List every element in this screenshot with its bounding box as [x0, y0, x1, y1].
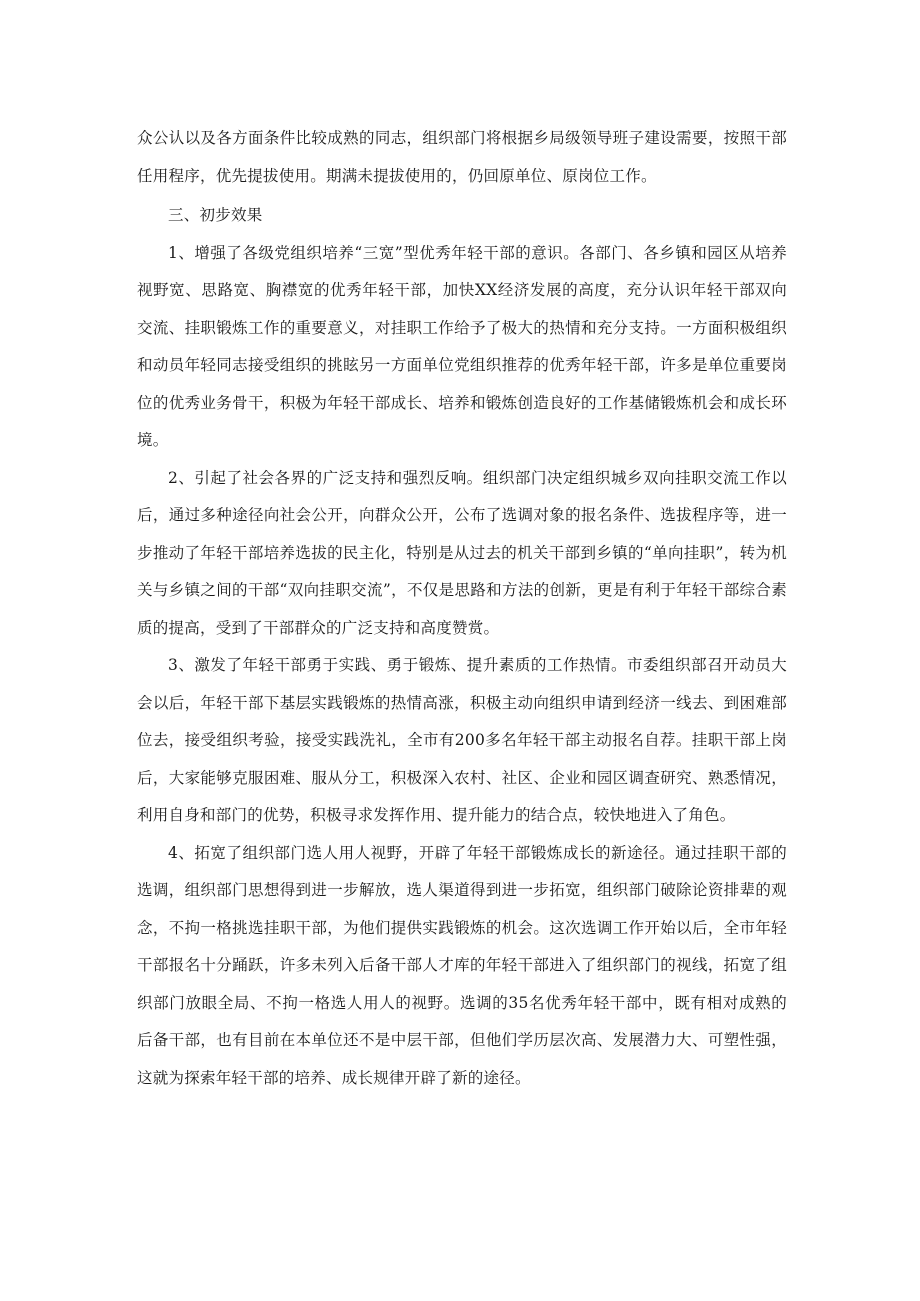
paragraph-point-3: 3、激发了年轻干部勇于实践、勇于锻炼、提升素质的工作热情。市委组织部召开动员大会以后，年轻干部下基层实践锻炼的热情高涨，积极主动向组织申请到经济一线去、到困难部位去，接受组织考验，接受实践洗礼，全市有200多名年轻干部主动报名自荐。挂职干部上岗后，大家能够克服困难、服从分工，积极深入农村、社区、企业和园区调查研究、熟悉情况，利用自身和部门的优势，积极寻求发挥作用、提升能力的结合点，较快地进入了角色。	[137, 656, 787, 824]
document-body	[137, 120, 787, 1097]
paragraph-point-2: 2、引起了社会各界的广泛支持和强烈反响。组织部门决定组织城乡双向挂职交流工作以后，通过多种途径向社会公开，向群众公开，公布了选调对象的报名条件、选拔程序等，进一步推动了年轻干部培养选拔的民主化，特别是从过去的机关干部到乡镇的“单向挂职”，转为机关与乡镇之间的干部“双向挂职交流”，不仅是思路和方法的创新，更是有利于年轻干部综合素质的提高，受到了干部群众的广泛支持和高度赞赏。	[137, 468, 787, 637]
paragraph-point-4: 4、拓宽了组织部门选人用人视野，开辟了年轻干部锻炼成长的新途径。通过挂职干部的选调，组织部门思想得到进一步解放，选人渠道得到进一步拓宽，组织部门破除论资排辈的观念，不拘一格挑选挂职干部，为他们提供实践锻炼的机会。这次选调工作开始以后，全市年轻干部报名十分踊跃，许多未列入后备干部人才库的年轻干部进入了组织部门的视线，拓宽了组织部门放眼全局、不拘一格选人用人的视野。选调的35名优秀年轻干部中，既有相对成熟的后备干部，也有目前在本单位还不是中层干部，但他们学历层次高、发展潜力大、可塑性强，这就为探索年轻干部的培养、成长规律开辟了新的途径。	[137, 843, 787, 1087]
section-heading: 三、初步效果	[168, 206, 263, 224]
paragraph-continuation: 众公认以及各方面条件比较成熟的同志，组织部门将根据乡局级领导班子建设需要，按照干部任用程序，优先提拔使用。期满未提拔使用的，仍回原单位、原岗位工作。	[137, 129, 787, 185]
paragraph-point-1: 1、增强了各级党组织培养“三宽”型优秀年轻干部的意识。各部门、各乡镇和园区从培养视野宽、思路宽、胸襟宽的优秀年轻干部，加快XX经济发展的高度，充分认识年轻干部双向交流、挂职锻炼工作的重要意义，对挂职工作给予了极大的热情和充分支持。一方面积极组织和动员年轻同志接受组织的挑眩另一方面单位党组织推荐的优秀年轻干部，许多是单位重要岗位的优秀业务骨干，积极为年轻干部成长、培养和锻炼创造良好的工作基储锻炼机会和成长环境。	[137, 243, 787, 449]
